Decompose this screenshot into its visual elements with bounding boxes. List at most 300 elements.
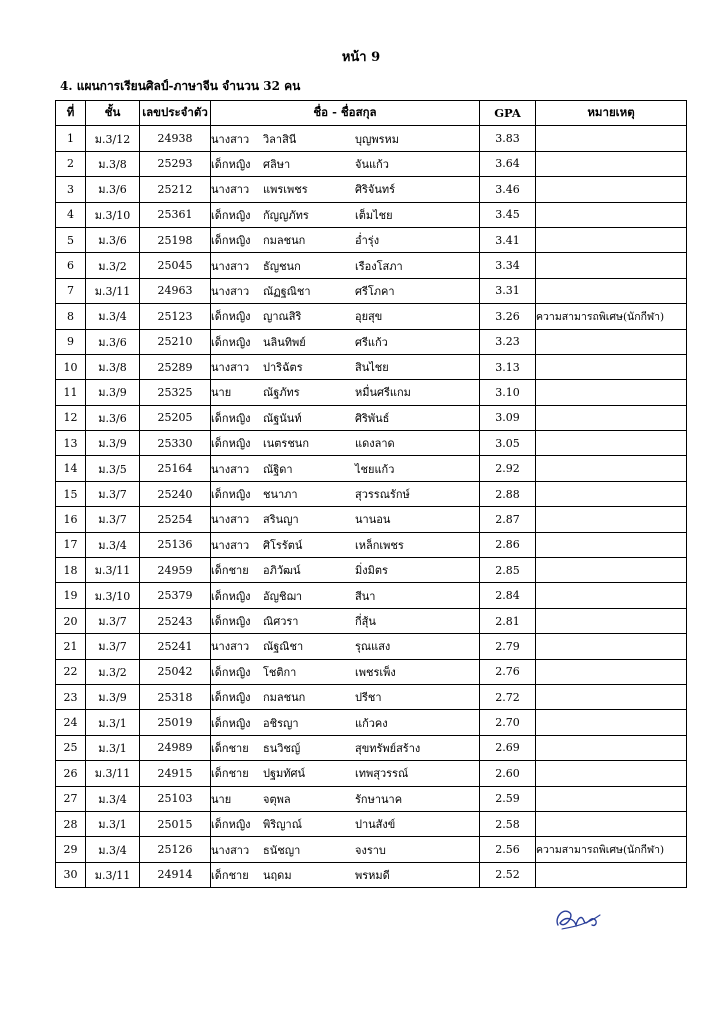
cell-gpa: 2.56: [480, 837, 536, 862]
cell-name: [211, 405, 480, 430]
name-prefix: เด็กหญิง: [211, 437, 251, 451]
cell-class: ม.3/2: [86, 253, 140, 278]
cell-no: 26: [56, 761, 86, 786]
cell-name: [211, 710, 480, 735]
cell-remark: [536, 227, 687, 252]
cell-name: [211, 202, 480, 227]
last-name: ศิริพันธ์: [355, 411, 390, 425]
table-header-row: [56, 101, 687, 126]
first-name: ปาริฉัตร: [263, 361, 303, 375]
first-name: วิลาสินี: [263, 132, 297, 146]
cell-class: ม.3/11: [86, 761, 140, 786]
cell-name: [211, 608, 480, 633]
cell-no: 15: [56, 481, 86, 506]
cell-no: 27: [56, 786, 86, 811]
cell-gpa: 2.52: [480, 862, 536, 887]
table-row: [56, 532, 687, 557]
cell-no: 10: [56, 354, 86, 379]
last-name: หมื่นศรีแกม: [355, 386, 411, 400]
cell-class: ม.3/1: [86, 735, 140, 760]
cell-student-id: 24938: [140, 126, 211, 151]
cell-gpa: 2.85: [480, 558, 536, 583]
name-prefix: เด็กชาย: [211, 741, 249, 755]
cell-student-id: 25241: [140, 634, 211, 659]
column-header-remark: หมายเหตุ: [536, 101, 687, 126]
cell-no: 18: [56, 558, 86, 583]
cell-remark: [536, 253, 687, 278]
cell-student-id: 25042: [140, 659, 211, 684]
cell-no: 8: [56, 304, 86, 329]
last-name: ศรีโภคา: [355, 284, 395, 298]
name-prefix: นางสาว: [211, 183, 250, 197]
first-name: ญาณสิริ: [263, 310, 302, 324]
cell-gpa: 2.86: [480, 532, 536, 557]
cell-class: ม.3/8: [86, 151, 140, 176]
cell-no: 4: [56, 202, 86, 227]
last-name: ศรีแก้ว: [355, 335, 388, 349]
cell-class: ม.3/5: [86, 456, 140, 481]
cell-remark: [536, 659, 687, 684]
cell-student-id: 25325: [140, 380, 211, 405]
cell-remark: [536, 735, 687, 760]
cell-gpa: 3.45: [480, 202, 536, 227]
table-row: [56, 684, 687, 709]
cell-gpa: 3.31: [480, 278, 536, 303]
cell-gpa: 2.92: [480, 456, 536, 481]
cell-name: [211, 354, 480, 379]
last-name: ไชยแก้ว: [355, 462, 395, 476]
name-prefix: เด็กหญิง: [211, 208, 251, 222]
name-prefix: เด็กหญิง: [211, 234, 251, 248]
cell-student-id: 25330: [140, 431, 211, 456]
cell-no: 9: [56, 329, 86, 354]
first-name: เนตรชนก: [263, 437, 309, 451]
cell-class: ม.3/6: [86, 405, 140, 430]
cell-name: [211, 177, 480, 202]
cell-name: [211, 684, 480, 709]
table-row: [56, 354, 687, 379]
cell-student-id: 25019: [140, 710, 211, 735]
cell-remark: [536, 634, 687, 659]
cell-gpa: 3.83: [480, 126, 536, 151]
last-name: แก้วคง: [355, 716, 388, 730]
first-name: นฤดม: [263, 868, 292, 882]
table-row: [56, 431, 687, 456]
last-name: เต็มไชย: [355, 208, 393, 222]
cell-name: [211, 659, 480, 684]
cell-student-id: 25205: [140, 405, 211, 430]
name-prefix: เด็กชาย: [211, 868, 249, 882]
first-name: อัญชิฌา: [263, 589, 303, 603]
cell-class: ม.3/1: [86, 811, 140, 836]
cell-gpa: 3.10: [480, 380, 536, 405]
cell-name: [211, 431, 480, 456]
name-prefix: เด็กหญิง: [211, 691, 251, 705]
cell-student-id: 25164: [140, 456, 211, 481]
last-name: ศิริจันทร์: [355, 183, 396, 197]
table-row: [56, 202, 687, 227]
table-row: [56, 811, 687, 836]
cell-name: [211, 304, 480, 329]
cell-gpa: 3.09: [480, 405, 536, 430]
cell-gpa: 2.72: [480, 684, 536, 709]
last-name: นานอน: [355, 513, 391, 527]
table-row: [56, 151, 687, 176]
cell-remark: [536, 507, 687, 532]
cell-gpa: 3.46: [480, 177, 536, 202]
cell-class: ม.3/9: [86, 684, 140, 709]
table-row: [56, 380, 687, 405]
cell-remark: [536, 583, 687, 608]
table-row: [56, 837, 687, 862]
cell-student-id: 25103: [140, 786, 211, 811]
cell-remark: ความสามารถพิเศษ(นักกีฬา): [536, 837, 687, 862]
table-row: [56, 456, 687, 481]
cell-student-id: 25126: [140, 837, 211, 862]
name-prefix: นาย: [211, 386, 232, 400]
first-name: ปฐมทัศน์: [263, 767, 306, 781]
cell-no: 6: [56, 253, 86, 278]
cell-remark: [536, 329, 687, 354]
first-name: กมลชนก: [263, 691, 306, 705]
table-row: [56, 710, 687, 735]
cell-name: [211, 811, 480, 836]
cell-name: [211, 862, 480, 887]
name-prefix: นางสาว: [211, 284, 250, 298]
cell-class: ม.3/10: [86, 583, 140, 608]
table-row: [56, 227, 687, 252]
table-row: [56, 786, 687, 811]
cell-class: ม.3/10: [86, 202, 140, 227]
last-name: สีนา: [355, 589, 376, 603]
cell-gpa: 3.64: [480, 151, 536, 176]
column-header-no: ที่: [56, 101, 86, 126]
table-row: [56, 304, 687, 329]
cell-no: 12: [56, 405, 86, 430]
name-prefix: นางสาว: [211, 538, 250, 552]
cell-name: [211, 481, 480, 506]
last-name: ปานสังข์: [355, 818, 396, 832]
name-prefix: เด็กหญิง: [211, 411, 251, 425]
first-name: กัญญภัทร: [263, 208, 309, 222]
cell-name: [211, 253, 480, 278]
cell-no: 20: [56, 608, 86, 633]
cell-remark: [536, 126, 687, 151]
table-row: [56, 278, 687, 303]
first-name: ธนัชญา: [263, 843, 301, 857]
cell-name: [211, 583, 480, 608]
last-name: สินไชย: [355, 361, 389, 375]
student-roster-table: [55, 100, 687, 888]
cell-student-id: 25379: [140, 583, 211, 608]
last-name: จันแก้ว: [355, 157, 389, 171]
cell-no: 1: [56, 126, 86, 151]
table-row: [56, 329, 687, 354]
column-header-class: ชั้น: [86, 101, 140, 126]
cell-remark: [536, 481, 687, 506]
table-row: [56, 634, 687, 659]
cell-class: ม.3/7: [86, 481, 140, 506]
cell-no: 29: [56, 837, 86, 862]
cell-no: 21: [56, 634, 86, 659]
cell-no: 14: [56, 456, 86, 481]
first-name: ณัฐิดา: [263, 462, 293, 476]
first-name: ณัฐณิชา: [263, 640, 304, 654]
cell-student-id: 24989: [140, 735, 211, 760]
column-header-name: ชื่อ - ชื่อสกุล: [211, 101, 480, 126]
last-name: มิ่งมิตร: [355, 564, 388, 578]
last-name: เพชรเพ็ง: [355, 665, 396, 679]
last-name: กี่สุ้น: [355, 615, 376, 628]
name-prefix: เด็กหญิง: [211, 716, 251, 730]
cell-student-id: 25210: [140, 329, 211, 354]
cell-name: [211, 558, 480, 583]
cell-student-id: 25318: [140, 684, 211, 709]
last-name: พรหมดี: [355, 868, 390, 882]
cell-class: ม.3/4: [86, 837, 140, 862]
cell-name: [211, 507, 480, 532]
cell-class: ม.3/11: [86, 278, 140, 303]
last-name: รุณแสง: [355, 640, 391, 654]
table-row: [56, 177, 687, 202]
cell-name: [211, 837, 480, 862]
table-row: [56, 659, 687, 684]
last-name: สุขทรัพย์สร้าง: [355, 741, 421, 755]
cell-gpa: 3.05: [480, 431, 536, 456]
first-name: อภิวัฒน์: [263, 564, 301, 578]
first-name: ชนาภา: [263, 488, 298, 502]
cell-gpa: 2.69: [480, 735, 536, 760]
cell-class: ม.3/6: [86, 227, 140, 252]
first-name: พิริญาณ์: [263, 818, 302, 832]
name-prefix: เด็กชาย: [211, 767, 249, 781]
cell-class: ม.3/4: [86, 304, 140, 329]
cell-student-id: 25243: [140, 608, 211, 633]
last-name: แดงลาด: [355, 437, 395, 451]
cell-class: ม.3/7: [86, 507, 140, 532]
cell-no: 7: [56, 278, 86, 303]
name-prefix: เด็กหญิง: [211, 665, 251, 679]
cell-remark: [536, 177, 687, 202]
cell-gpa: 2.58: [480, 811, 536, 836]
cell-no: 5: [56, 227, 86, 252]
cell-name: [211, 227, 480, 252]
cell-student-id: 25123: [140, 304, 211, 329]
cell-class: ม.3/11: [86, 862, 140, 887]
first-name: ณัฐภัทร: [263, 386, 300, 400]
cell-remark: [536, 278, 687, 303]
table-row: [56, 253, 687, 278]
first-name: กมลชนก: [263, 234, 306, 248]
first-name: ศิโรรัตน์: [263, 538, 303, 552]
cell-remark: [536, 202, 687, 227]
cell-remark: [536, 532, 687, 557]
name-prefix: เด็กหญิง: [211, 335, 251, 349]
cell-gpa: 2.60: [480, 761, 536, 786]
last-name: เทพสุวรรณ์: [355, 767, 409, 781]
cell-gpa: 2.81: [480, 608, 536, 633]
first-name: ศลิษา: [263, 157, 291, 171]
cell-gpa: 2.70: [480, 710, 536, 735]
name-prefix: เด็กหญิง: [211, 589, 251, 603]
table-row: [56, 761, 687, 786]
cell-class: ม.3/7: [86, 608, 140, 633]
cell-no: 24: [56, 710, 86, 735]
cell-student-id: 25045: [140, 253, 211, 278]
name-prefix: เด็กหญิง: [211, 615, 251, 628]
cell-class: ม.3/12: [86, 126, 140, 151]
cell-student-id: 25289: [140, 354, 211, 379]
cell-no: 13: [56, 431, 86, 456]
name-prefix: เด็กหญิง: [211, 157, 251, 171]
cell-name: [211, 761, 480, 786]
cell-gpa: 2.76: [480, 659, 536, 684]
last-name: สุวรรณรักษ์: [355, 488, 410, 502]
cell-student-id: 24914: [140, 862, 211, 887]
name-prefix: นางสาว: [211, 513, 250, 527]
table-row: [56, 558, 687, 583]
table-body: [56, 126, 687, 888]
first-name: ธนวิชญ์: [263, 741, 301, 755]
column-header-gpa: GPA: [480, 101, 536, 126]
last-name: จงราบ: [355, 843, 386, 857]
name-prefix: นางสาว: [211, 640, 250, 654]
cell-student-id: 25254: [140, 507, 211, 532]
table-row: [56, 608, 687, 633]
cell-name: [211, 151, 480, 176]
name-prefix: นางสาว: [211, 361, 250, 375]
name-prefix: เด็กชาย: [211, 564, 249, 578]
first-name: อชิรญา: [263, 716, 299, 730]
cell-no: 11: [56, 380, 86, 405]
cell-class: ม.3/2: [86, 659, 140, 684]
page-number: หน้า 9: [341, 50, 381, 65]
cell-name: [211, 735, 480, 760]
first-name: แพรเพชร: [263, 183, 308, 197]
cell-gpa: 3.26: [480, 304, 536, 329]
cell-no: 17: [56, 532, 86, 557]
cell-student-id: 25361: [140, 202, 211, 227]
last-name: เหล็กเพชร: [355, 538, 404, 552]
last-name: ปรีชา: [355, 691, 382, 705]
table-row: [56, 583, 687, 608]
first-name: ณิศวรา: [263, 615, 299, 628]
first-name: ณัฏฐณิชา: [263, 284, 311, 298]
cell-name: [211, 456, 480, 481]
cell-gpa: 2.87: [480, 507, 536, 532]
name-prefix: นางสาว: [211, 843, 250, 857]
cell-remark: [536, 456, 687, 481]
table-row: [56, 862, 687, 887]
cell-remark: [536, 558, 687, 583]
cell-gpa: 3.34: [480, 253, 536, 278]
cell-remark: [536, 608, 687, 633]
last-name: อ่ำรุ่ง: [355, 234, 380, 248]
cell-remark: ความสามารถพิเศษ(นักกีฬา): [536, 304, 687, 329]
cell-no: 19: [56, 583, 86, 608]
cell-name: [211, 380, 480, 405]
cell-remark: [536, 684, 687, 709]
cell-gpa: 2.59: [480, 786, 536, 811]
name-prefix: เด็กหญิง: [211, 310, 251, 324]
first-name: จตุพล: [263, 792, 291, 806]
cell-remark: [536, 405, 687, 430]
document-title: 4. แผนการเรียนศิลป์-ภาษาจีน จำนวน 32 คน: [60, 79, 301, 93]
cell-gpa: 3.41: [480, 227, 536, 252]
name-prefix: เด็กหญิง: [211, 818, 251, 832]
table-row: [56, 126, 687, 151]
cell-gpa: 3.13: [480, 354, 536, 379]
cell-no: 23: [56, 684, 86, 709]
name-prefix: นาย: [211, 792, 232, 806]
cell-no: 30: [56, 862, 86, 887]
cell-student-id: 24963: [140, 278, 211, 303]
cell-class: ม.3/9: [86, 431, 140, 456]
cell-remark: [536, 811, 687, 836]
cell-no: 25: [56, 735, 86, 760]
cell-class: ม.3/4: [86, 786, 140, 811]
name-prefix: นางสาว: [211, 462, 250, 476]
cell-no: 2: [56, 151, 86, 176]
cell-no: 22: [56, 659, 86, 684]
cell-gpa: 2.88: [480, 481, 536, 506]
first-name: นลินทิพย์: [263, 335, 306, 349]
cell-remark: [536, 862, 687, 887]
cell-class: ม.3/4: [86, 532, 140, 557]
last-name: อุยสุข: [355, 310, 383, 324]
cell-name: [211, 126, 480, 151]
cell-class: ม.3/7: [86, 634, 140, 659]
cell-class: ม.3/6: [86, 177, 140, 202]
cell-class: ม.3/8: [86, 354, 140, 379]
table-row: [56, 405, 687, 430]
last-name: บุญพรหม: [355, 132, 400, 146]
name-prefix: นางสาว: [211, 259, 250, 273]
cell-name: [211, 278, 480, 303]
first-name: ธัญชนก: [263, 259, 301, 273]
cell-remark: [536, 761, 687, 786]
table-row: [56, 507, 687, 532]
cell-remark: [536, 431, 687, 456]
cell-student-id: 25015: [140, 811, 211, 836]
cell-student-id: 25212: [140, 177, 211, 202]
signature: [552, 903, 604, 933]
name-prefix: นางสาว: [211, 132, 250, 146]
cell-student-id: 24959: [140, 558, 211, 583]
first-name: โชติกา: [263, 665, 297, 679]
name-prefix: เด็กหญิง: [211, 488, 251, 502]
first-name: ณัฐนันท์: [263, 411, 302, 425]
first-name: สรินญา: [263, 513, 299, 527]
column-header-student-id: เลขประจำตัว: [140, 101, 211, 126]
cell-name: [211, 786, 480, 811]
cell-name: [211, 634, 480, 659]
cell-student-id: 25240: [140, 481, 211, 506]
last-name: เรืองโสภา: [355, 259, 403, 273]
cell-student-id: 25198: [140, 227, 211, 252]
cell-remark: [536, 786, 687, 811]
cell-name: [211, 532, 480, 557]
cell-student-id: 25136: [140, 532, 211, 557]
cell-gpa: 2.84: [480, 583, 536, 608]
cell-student-id: 25293: [140, 151, 211, 176]
cell-remark: [536, 710, 687, 735]
last-name: รักษานาค: [355, 792, 403, 806]
cell-remark: [536, 380, 687, 405]
cell-name: [211, 329, 480, 354]
cell-remark: [536, 354, 687, 379]
cell-gpa: 2.79: [480, 634, 536, 659]
